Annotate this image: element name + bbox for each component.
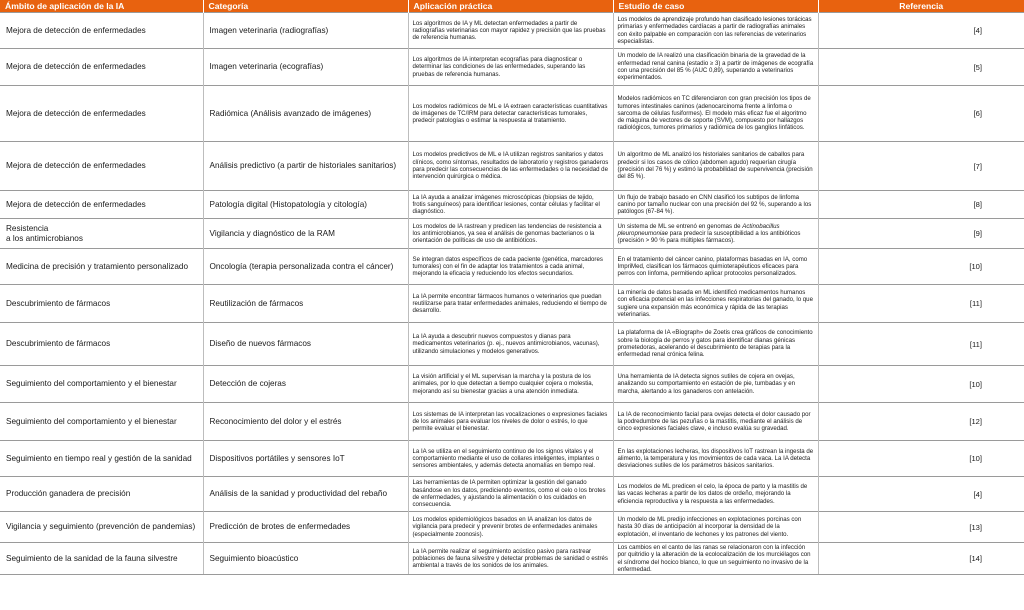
cell-referencia: [5] <box>818 49 1024 86</box>
cell-estudio: Los modelos de aprendizaje profundo han clasificado lesiones torácicas primarias y enfermedades cardíacas a partir de radiografías animales con éxito palpable en comparación con las referencias de veterinarios especialistas. <box>613 13 818 49</box>
cell-categoria: Imagen veterinaria (radiografías) <box>203 13 408 49</box>
cell-aplicacion: La IA permite encontrar fármacos humanos o veterinarios que puedan reutilizarse para tratar enfermedades animales, reduciendo el tiempo de desarrollo. <box>408 285 613 323</box>
table-row <box>0 543 1024 575</box>
cell-ambito: Mejora de detección de enfermedades <box>0 13 203 49</box>
table-row <box>0 323 1024 366</box>
cell-referencia: [13] <box>818 512 1024 543</box>
cell-ambito: Mejora de detección de enfermedades <box>0 142 203 191</box>
cell-aplicacion: Los modelos predictivos de ML e IA utilizan registros sanitarios y datos clínicos, como síntomas, resultados de laboratorio y registros ganaderos para predecir las consecuencias de las enfermedades o la necesidad de intervención quirúrgica o médica. <box>408 142 613 191</box>
header-referencia: Referencia <box>818 0 1024 13</box>
cell-categoria: Vigilancia y diagnóstico de la RAM <box>203 219 408 249</box>
cell-categoria: Dispositivos portátiles y sensores IoT <box>203 441 408 477</box>
cell-aplicacion: Los algoritmos de IA interpretan ecografías para diagnosticar o determinar las condiciones de las enfermedades, superando las pruebas de referencia humanas. <box>408 49 613 86</box>
cell-aplicacion: La IA se utiliza en el seguimiento continuo de los signos vitales y el comportamiento mediante el uso de collares inteligentes, implantes o sensores ambientales, y además detecta anomalías en tiempo real. <box>408 441 613 477</box>
table-row <box>0 366 1024 403</box>
cell-ambito: Medicina de precisión y tratamiento personalizado <box>0 249 203 285</box>
cell-ambito: Seguimiento del comportamiento y el bienestar <box>0 366 203 403</box>
cell-ambito: Mejora de detección de enfermedades <box>0 191 203 219</box>
cell-ambito: Seguimiento del comportamiento y el bienestar <box>0 403 203 441</box>
cell-estudio: Un modelo de IA realizó una clasificación binaria de la gravedad de la enfermedad renal canina (estadio ≥ 3) a partir de imágenes de ecografía con una precisión del 85 % (AUC 0,89), superando a veterinarios experimentados. <box>613 49 818 86</box>
cell-estudio: Un flujo de trabajo basado en CNN clasificó los subtipos de linfoma canino por tamaño nuclear con una precisión del 92 %, superando a los patólogos (67-84 %). <box>613 191 818 219</box>
cell-referencia: [11] <box>818 285 1024 323</box>
cell-categoria: Reconocimiento del dolor y el estrés <box>203 403 408 441</box>
cell-estudio: Una herramienta de IA detecta signos sutiles de cojera en ovejas, analizando su comportamiento en estación de pie, tumbadas y en marcha, alertando a los ganaderos con antelación. <box>613 366 818 403</box>
cell-categoria: Reutilización de fármacos <box>203 285 408 323</box>
estudio-species-name: Actinobacillus pleuropneumoniae <box>617 222 780 237</box>
cell-referencia: [10] <box>818 366 1024 403</box>
cell-referencia: [8] <box>818 191 1024 219</box>
cell-categoria: Diseño de nuevos fármacos <box>203 323 408 366</box>
cell-aplicacion: La IA ayuda a analizar imágenes microscópicas (biopsias de tejido, frotis sanguíneos) para identificar lesiones, contar células y facilitar el diagnóstico. <box>408 191 613 219</box>
cell-ambito: Seguimiento de la sanidad de la fauna silvestre <box>0 543 203 575</box>
table-row <box>0 13 1024 49</box>
cell-categoria: Predicción de brotes de enfermedades <box>203 512 408 543</box>
table-row <box>0 49 1024 86</box>
cell-referencia: [10] <box>818 249 1024 285</box>
cell-ambito: Producción ganadera de precisión <box>0 477 203 512</box>
header-estudio: Estudio de caso <box>613 0 818 13</box>
table-row <box>0 249 1024 285</box>
cell-estudio: La IA de reconocimiento facial para ovejas detecta el dolor causado por la podredumbre de las pezuñas o la mastitis, mediante el análisis de cinco expresiones faciales clave, e incluso evalúa su gravedad. <box>613 403 818 441</box>
cell-ambito: Seguimiento en tiempo real y gestión de la sanidad <box>0 441 203 477</box>
cell-estudio <box>613 219 818 249</box>
header-aplicacion: Aplicación práctica <box>408 0 613 13</box>
table-row <box>0 477 1024 512</box>
cell-estudio: En el tratamiento del cáncer canino, plataformas basadas en IA, como ImpriMed, clasifican los fármacos quimioterapéuticos eficaces para perros con linfoma, permitiendo aplicar protocolos personalizados. <box>613 249 818 285</box>
cell-ambito: Descubrimiento de fármacos <box>0 285 203 323</box>
cell-aplicacion: Se integran datos específicos de cada paciente (genética, marcadores tumorales) con el fin de adaptar los tratamientos a cada animal, mejorando la eficacia y reduciendo los efectos secundarios. <box>408 249 613 285</box>
cell-estudio: En las explotaciones lecheras, los dispositivos IoT rastrean la ingesta de alimento, la temperatura y los movimientos de cada vaca. La IA detecta desviaciones sutiles de los parámetros básicos sanitarios. <box>613 441 818 477</box>
cell-categoria: Detección de cojeras <box>203 366 408 403</box>
table-row <box>0 191 1024 219</box>
estudio-text-end: para predecir la susceptibilidad a los antibióticos (precisión > 90 % para múltiples fármacos). <box>617 229 801 245</box>
cell-estudio: Modelos radiómicos en TC diferenciaron con gran precisión los tipos de tumores intestinales caninos (adenocarcinoma frente a linfoma o sarcoma de células fusiformes). El modelo más eficaz fue el algoritmo de máquina de vectores de soporte (SVM), compuesto por hallazgos radiológicos, tumores primarios y radiómica de los ganglios linfáticos. <box>613 86 818 142</box>
table-row <box>0 512 1024 543</box>
cell-categoria: Radiómica (Análisis avanzado de imágenes) <box>203 86 408 142</box>
cell-categoria: Imagen veterinaria (ecografías) <box>203 49 408 86</box>
cell-categoria: Oncología (terapia personalizada contra el cáncer) <box>203 249 408 285</box>
cell-aplicacion: Los modelos radiómicos de ML e IA extraen características cuantitativas de imágenes de TC/IRM para detectar características tumorales, predecir patologías o estimar la respuesta al tratamiento. <box>408 86 613 142</box>
cell-referencia: [10] <box>818 441 1024 477</box>
cell-estudio: La minería de datos basada en ML identificó medicamentos humanos con eficacia potencial en las infecciones respiratorias del ganado, lo que sugiere una expansión más económica y rápida de las terapias veterinarias. <box>613 285 818 323</box>
table-row <box>0 142 1024 191</box>
cell-estudio: Los modelos de ML predicen el celo, la época de parto y la mastitis de las vacas lecheras a partir de los datos de ordeño, mejorando la eficiencia reproductiva y la respuesta a las enfermedades. <box>613 477 818 512</box>
cell-ambito: Mejora de detección de enfermedades <box>0 86 203 142</box>
cell-aplicacion: Los modelos de IA rastrean y predicen las tendencias de resistencia a los antimicrobianos, ya sea el análisis de genomas bacterianos o la orientación de políticas de uso de antibióticos. <box>408 219 613 249</box>
cell-categoria: Análisis de la sanidad y productividad del rebaño <box>203 477 408 512</box>
table-row <box>0 219 1024 249</box>
cell-referencia: [7] <box>818 142 1024 191</box>
table-row <box>0 403 1024 441</box>
cell-ambito: Resistencia a los antimicrobianos <box>0 219 203 249</box>
cell-estudio: La plataforma de IA «Biograph» de Zoetis crea gráficos de conocimiento sobre la biología de perros y gatos para identificar dianas génicas prometedoras, acelerando el descubrimiento de terapias para la enfermedad renal crónica felina. <box>613 323 818 366</box>
table-row <box>0 285 1024 323</box>
cell-referencia: [9] <box>818 219 1024 249</box>
cell-referencia: [14] <box>818 543 1024 575</box>
cell-categoria: Seguimiento bioacústico <box>203 543 408 575</box>
cell-estudio: Un modelo de ML predijo infecciones en explotaciones porcinas con hasta 30 días de anticipación al incorporar la densidad de la explotación, el inventario de lechones y los patrones del viento. <box>613 512 818 543</box>
cell-aplicacion: Los algoritmos de IA y ML detectan enfermedades a partir de radiografías veterinarias con mayor rapidez y precisión que las pruebas de referencia humanas. <box>408 13 613 49</box>
cell-referencia: [4] <box>818 477 1024 512</box>
table-row <box>0 86 1024 142</box>
table-header-row <box>0 0 1024 13</box>
cell-aplicacion: La IA permite realizar el seguimiento acústico pasivo para rastrear poblaciones de fauna silvestre y detectar problemas de sanidad o estrés ambiental a través de los sonidos de los animales. <box>408 543 613 575</box>
table-row <box>0 441 1024 477</box>
header-categoria: Categoría <box>203 0 408 13</box>
cell-categoria: Análisis predictivo (a partir de historiales sanitarios) <box>203 142 408 191</box>
cell-ambito: Vigilancia y seguimiento (prevención de pandemias) <box>0 512 203 543</box>
cell-referencia: [12] <box>818 403 1024 441</box>
cell-ambito: Mejora de detección de enfermedades <box>0 49 203 86</box>
cell-referencia: [4] <box>818 13 1024 49</box>
cell-estudio: Los cambios en el canto de las ranas se relacionaron con la infección por quitridio y la alteración de la ecolocalización de los murciélagos con el síndrome del hocico blanco, lo que un seguimiento no invasivo de la enfermedad. <box>613 543 818 575</box>
cell-aplicacion: Los sistemas de IA interpretan las vocalizaciones o expresiones faciales de los animales para evaluar los niveles de dolor o estrés, lo que permite evaluar el bienestar. <box>408 403 613 441</box>
cell-categoria: Patología digital (Histopatología y citología) <box>203 191 408 219</box>
cell-referencia: [11] <box>818 323 1024 366</box>
cell-aplicacion: La IA ayuda a descubrir nuevos compuestos y dianas para medicamentos veterinarios (p. ej., nuevos antimicrobianos, vacunas), utilizando simulaciones y modelos generativos. <box>408 323 613 366</box>
header-ambito: Ámbito de aplicación de la IA <box>0 0 203 13</box>
cell-estudio: Un algoritmo de ML analizó los historiales sanitarios de caballos para predecir si los casos de cólico (abdomen agudo) requerían cirugía (precisión del 76 %) y estimó la probabilidad de supervivencia (precisión del 85 %). <box>613 142 818 191</box>
cell-aplicacion: La visión artificial y el ML supervisan la marcha y la postura de los animales, por lo que detectan a tiempo cualquier cojera o molestia, mejorando así su bienestar gracias a una atención inmediata. <box>408 366 613 403</box>
cell-aplicacion: Los modelos epidemiológicos basados en IA analizan los datos de vigilancia para predecir y prevenir brotes de enfermedades animales (especialmente zoonosis). <box>408 512 613 543</box>
estudio-text-start: Un sistema de ML se entrenó en genomas de <box>617 222 743 230</box>
cell-ambito: Descubrimiento de fármacos <box>0 323 203 366</box>
cell-referencia: [6] <box>818 86 1024 142</box>
cell-aplicacion: Las herramientas de IA permiten optimizar la gestión del ganado basándose en los datos, prediciendo eventos, como el celo o los brotes de enfermedades, y ajustando la alimentación o los cuidados en consecuencia. <box>408 477 613 512</box>
